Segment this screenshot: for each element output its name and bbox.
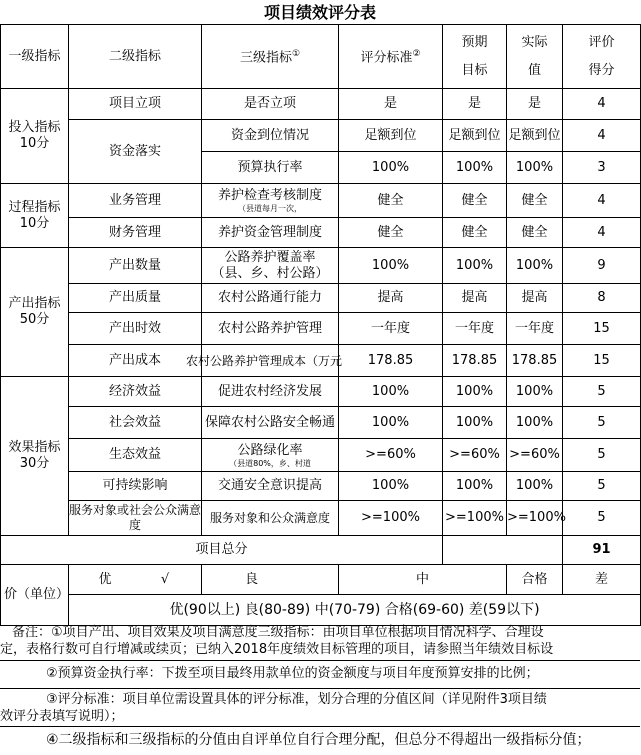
cell-l3: 公路绿化率 （县道80%，乡、村道 bbox=[202, 439, 339, 472]
rating-cha: 差 bbox=[563, 565, 641, 595]
cell-score: 4 bbox=[563, 89, 641, 120]
cell-score: 15 bbox=[563, 313, 641, 345]
cell-expected: 100% bbox=[443, 248, 507, 284]
cell-standard: 178.85 bbox=[339, 345, 443, 377]
cell-expected: 100% bbox=[443, 152, 507, 184]
cell-l3: 农村公路养护管理 bbox=[202, 313, 339, 345]
cell-l3: 资金到位情况 bbox=[202, 120, 339, 152]
cell-standard: 100% bbox=[339, 407, 443, 439]
rating-zhong: 中 bbox=[339, 565, 507, 595]
cell-actual: 提高 bbox=[507, 284, 563, 313]
cell-l3: 是否立项 bbox=[202, 89, 339, 120]
cell-l2: 产出成本 bbox=[69, 345, 202, 377]
cell-standard: >=100% bbox=[339, 501, 443, 536]
cell-l3: 养护资金管理制度 bbox=[202, 218, 339, 248]
cell-l2: 项目立项 bbox=[69, 89, 202, 120]
group-output: 产出指标 50分 bbox=[1, 248, 69, 377]
cell-score: 3 bbox=[563, 152, 641, 184]
cell-actual: 100% bbox=[507, 248, 563, 284]
header-level1: 一级指标 bbox=[1, 25, 69, 89]
cell-expected: 一年度 bbox=[443, 313, 507, 345]
cell-actual: 100% bbox=[507, 152, 563, 184]
group-effect: 效果指标 30分 bbox=[1, 377, 69, 536]
cell-standard: 100% bbox=[339, 152, 443, 184]
header-row bbox=[1, 25, 641, 89]
cell-actual: 100% bbox=[507, 472, 563, 501]
page-title: 项目绩效评分表 bbox=[263, 3, 376, 22]
group-process: 过程指标 10分 bbox=[1, 184, 69, 248]
note-3: ③评分标准：项目单位需设置具体的评分标准，划分合理的分值区间（详见附件3项目绩 效评分表填写说明）； bbox=[0, 688, 640, 727]
header-level2: 二级指标 bbox=[69, 25, 202, 89]
header-expected: 预期 目标 bbox=[443, 25, 507, 89]
cell-score: 8 bbox=[563, 284, 641, 313]
cell-score: 4 bbox=[563, 218, 641, 248]
table-row bbox=[1, 248, 641, 284]
notes-section bbox=[0, 624, 640, 755]
cell-score: 5 bbox=[563, 439, 641, 472]
cell-score: 4 bbox=[563, 120, 641, 152]
table-row bbox=[1, 377, 641, 407]
cell-expected: 是 bbox=[443, 89, 507, 120]
table-row bbox=[1, 89, 641, 120]
cell-expected: 提高 bbox=[443, 284, 507, 313]
cell-l2: 业务管理 bbox=[69, 184, 202, 218]
cell-l3: 交通安全意识提高 bbox=[202, 472, 339, 501]
cell-expected: 健全 bbox=[443, 218, 507, 248]
rating-unit-label: 价（单位） bbox=[1, 565, 69, 626]
note-1: 备注：①项目产出、项目效果及项目满意度三级指标：由项目单位根据项目情况科学、合理设 定，表格行数可自行增减或续页；已纳入2018年度绩效目标管理的项目，请参照当年绩效目标设 bbox=[0, 624, 640, 661]
table-row bbox=[1, 345, 641, 377]
cell-score: 9 bbox=[563, 248, 641, 284]
score-table bbox=[0, 24, 641, 626]
cell-l3: 养护检查考核制度 （县道每月一次， bbox=[202, 184, 339, 218]
cell-expected: 100% bbox=[443, 377, 507, 407]
rating-check: √ bbox=[160, 571, 170, 587]
cell-standard: 是 bbox=[339, 89, 443, 120]
cell-score: 5 bbox=[563, 472, 641, 501]
cell-actual: 100% bbox=[507, 407, 563, 439]
cell-actual: 100% bbox=[507, 377, 563, 407]
cell-standard: 健全 bbox=[339, 218, 443, 248]
cell-standard: 100% bbox=[339, 248, 443, 284]
total-row bbox=[1, 536, 641, 565]
cell-standard: 足额到位 bbox=[339, 120, 443, 152]
cell-actual: 一年度 bbox=[507, 313, 563, 345]
cell-l2: 产出数量 bbox=[69, 248, 202, 284]
header-standard: 评分标准② bbox=[339, 25, 443, 89]
rating-scale-row bbox=[1, 595, 641, 626]
cell-actual: 足额到位 bbox=[507, 120, 563, 152]
cell-expected: >=100% bbox=[443, 501, 507, 536]
rating-row bbox=[1, 565, 641, 595]
cell-l2: 产出质量 bbox=[69, 284, 202, 313]
cell-expected: 100% bbox=[443, 407, 507, 439]
cell-expected: 足额到位 bbox=[443, 120, 507, 152]
note-4: ④二级指标和三级指标的分值由自评单位自行合理分配，但总分不得超出一级指标分值； bbox=[46, 732, 591, 748]
table-row bbox=[1, 501, 641, 536]
cell-standard: 一年度 bbox=[339, 313, 443, 345]
note-2: ②预算资金执行率：下拨至项目最终用款单位的资金额度与项目年度预算安排的比例； bbox=[0, 660, 640, 689]
group-input: 投入指标 10分 bbox=[1, 89, 69, 184]
cell-standard: >=60% bbox=[339, 439, 443, 472]
cell-actual: >=100% bbox=[507, 501, 563, 536]
table-row bbox=[1, 472, 641, 501]
cell-l3: 保障农村公路安全畅通 bbox=[202, 407, 339, 439]
header-actual: 实际 值 bbox=[507, 25, 563, 89]
cell-score: 5 bbox=[563, 501, 641, 536]
cell-l3: 农村公路通行能力 bbox=[202, 284, 339, 313]
cell-l2: 服务对象或社会公众满意度 bbox=[69, 501, 202, 536]
table-row bbox=[1, 184, 641, 218]
rating-you: 优 √ bbox=[69, 565, 202, 595]
total-blank bbox=[443, 536, 563, 565]
header-level3: 三级指标① bbox=[202, 25, 339, 89]
cell-actual: 178.85 bbox=[507, 345, 563, 377]
total-label: 项目总分 bbox=[1, 536, 443, 565]
table-row bbox=[1, 120, 641, 152]
cell-l2: 可持续影响 bbox=[69, 472, 202, 501]
cell-l3: 服务对象和公众满意度 bbox=[202, 501, 339, 536]
cell-expected: >=60% bbox=[443, 439, 507, 472]
cell-actual: 是 bbox=[507, 89, 563, 120]
header-score: 评价 得分 bbox=[563, 25, 641, 89]
cell-score: 5 bbox=[563, 407, 641, 439]
cell-score: 4 bbox=[563, 184, 641, 218]
table-row bbox=[1, 218, 641, 248]
cell-score: 15 bbox=[563, 345, 641, 377]
cell-l3: 公路养护覆盖率 （县、乡、村公路） bbox=[202, 248, 339, 284]
cell-actual: >=60% bbox=[507, 439, 563, 472]
cell-expected: 178.85 bbox=[443, 345, 507, 377]
cell-l2: 生态效益 bbox=[69, 439, 202, 472]
total-value: 91 bbox=[563, 536, 641, 565]
cell-standard: 提高 bbox=[339, 284, 443, 313]
cell-l2: 资金落实 bbox=[69, 120, 202, 184]
rating-scale: 优(90以上) 良(80-89) 中(70-79) 合格(69-60) 差(59以下) bbox=[69, 595, 641, 626]
cell-standard: 100% bbox=[339, 472, 443, 501]
table-row bbox=[1, 407, 641, 439]
cell-actual: 健全 bbox=[507, 218, 563, 248]
cell-l2: 经济效益 bbox=[69, 377, 202, 407]
rating-hege: 合格 bbox=[507, 565, 563, 595]
rating-liang: 良 bbox=[202, 565, 339, 595]
cell-standard: 100% bbox=[339, 377, 443, 407]
cell-l2: 社会效益 bbox=[69, 407, 202, 439]
cell-expected: 100% bbox=[443, 472, 507, 501]
table-row bbox=[1, 284, 641, 313]
cell-actual: 健全 bbox=[507, 184, 563, 218]
cell-l2: 产出时效 bbox=[69, 313, 202, 345]
cell-expected: 健全 bbox=[443, 184, 507, 218]
cell-l3: 预算执行率 bbox=[202, 152, 339, 184]
cell-score: 5 bbox=[563, 377, 641, 407]
table-row bbox=[1, 439, 641, 472]
cell-l3: 促进农村经济发展 bbox=[202, 377, 339, 407]
cell-l3: 农村公路养护管理成本（万元 bbox=[202, 345, 339, 377]
table-row bbox=[1, 313, 641, 345]
cell-standard: 健全 bbox=[339, 184, 443, 218]
cell-l2: 财务管理 bbox=[69, 218, 202, 248]
